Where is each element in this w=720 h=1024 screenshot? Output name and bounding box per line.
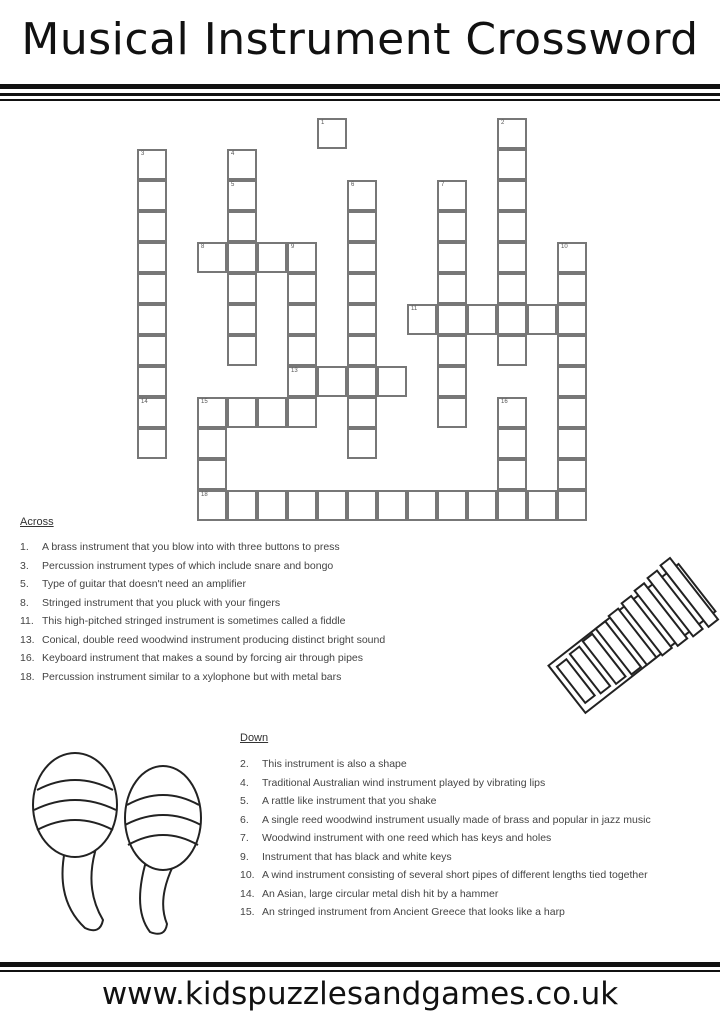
- down-clue: [240, 885, 710, 904]
- crossword-cell[interactable]: [287, 242, 317, 273]
- clue-text: Instrument that has black and white keys: [262, 850, 452, 863]
- crossword-cell[interactable]: [227, 273, 257, 304]
- crossword-cell[interactable]: [317, 366, 347, 397]
- page-title: Musical Instrument Crossword: [21, 14, 699, 65]
- clue-number: 7: [441, 182, 445, 188]
- clue-number: 3.: [20, 559, 29, 572]
- crossword-cell[interactable]: [137, 397, 167, 428]
- clue-text: Type of guitar that doesn't need an amplifier: [42, 578, 246, 590]
- crossword-cell[interactable]: [497, 242, 527, 273]
- crossword-cell[interactable]: [137, 273, 167, 304]
- across-clue: [20, 612, 520, 631]
- clue-text: Keyboard instrument that makes a sound by forcing air through pipes: [42, 652, 364, 664]
- crossword-cell[interactable]: [557, 490, 587, 521]
- clue-text: Woodwind instrument with one reed which has keys and holes: [262, 832, 552, 844]
- clue-number: 9.: [240, 850, 249, 863]
- crossword-cell[interactable]: [317, 118, 347, 149]
- clue-number: 10.: [240, 869, 255, 881]
- crossword-cell[interactable]: [497, 490, 527, 521]
- crossword-cell[interactable]: [497, 428, 527, 459]
- clue-number: 1: [321, 120, 325, 126]
- crossword-cell[interactable]: [347, 366, 377, 397]
- crossword-cell[interactable]: [227, 180, 257, 211]
- crossword-cell[interactable]: [197, 490, 227, 521]
- clue-number: 3: [141, 151, 145, 157]
- crossword-cell[interactable]: [497, 180, 527, 211]
- crossword-cell[interactable]: [377, 490, 407, 521]
- crossword-cell[interactable]: [347, 304, 377, 335]
- across-clues: [20, 538, 520, 686]
- clue-number: 15.: [240, 906, 255, 918]
- crossword-cell[interactable]: [347, 180, 377, 211]
- clue-text: An stringed instrument from Ancient Greece that looks like a harp: [262, 906, 565, 918]
- crossword-cell[interactable]: [497, 149, 527, 180]
- crossword-cell[interactable]: [437, 335, 467, 366]
- crossword-cell[interactable]: [407, 490, 437, 521]
- crossword-cell[interactable]: [347, 428, 377, 459]
- crossword-cell[interactable]: [347, 211, 377, 242]
- clue-number: 11.: [20, 615, 34, 627]
- crossword-cell[interactable]: [467, 490, 497, 521]
- clue-text: Percussion instrument types of which include snare and bongo: [42, 559, 334, 572]
- crossword-cell[interactable]: [497, 211, 527, 242]
- across-clue: [20, 649, 520, 668]
- crossword-cell[interactable]: [347, 273, 377, 304]
- crossword-cell[interactable]: [287, 335, 317, 366]
- clue-number: 10: [561, 244, 568, 250]
- crossword-cell[interactable]: [437, 490, 467, 521]
- clue-number: 13: [291, 368, 298, 374]
- across-clue: [20, 557, 520, 576]
- crossword-cell[interactable]: [137, 335, 167, 366]
- crossword-cell[interactable]: [227, 490, 257, 521]
- crossword-cell[interactable]: [197, 242, 227, 273]
- crossword-cell[interactable]: [527, 304, 557, 335]
- crossword-cell[interactable]: [287, 366, 317, 397]
- clue-number: 6.: [240, 813, 249, 826]
- crossword-cell[interactable]: [227, 304, 257, 335]
- crossword-cell[interactable]: [437, 211, 467, 242]
- crossword-cell[interactable]: [557, 428, 587, 459]
- crossword-cell[interactable]: [197, 397, 227, 428]
- crossword-cell[interactable]: [347, 490, 377, 521]
- across-heading: Across: [20, 516, 54, 528]
- divider: [0, 99, 720, 101]
- crossword-cell[interactable]: [227, 211, 257, 242]
- down-clue: [240, 829, 710, 848]
- crossword-cell[interactable]: [437, 180, 467, 211]
- crossword-cell[interactable]: [137, 366, 167, 397]
- down-clue: [240, 811, 710, 830]
- down-clues: [240, 755, 710, 922]
- crossword-cell[interactable]: [527, 490, 557, 521]
- clue-number: 5.: [20, 578, 29, 590]
- crossword-cell[interactable]: [227, 242, 257, 273]
- clue-number: 2.: [240, 758, 249, 770]
- crossword-cell[interactable]: [437, 242, 467, 273]
- crossword-cell[interactable]: [437, 397, 467, 428]
- crossword-cell[interactable]: [437, 304, 467, 335]
- clue-text: This high-pitched stringed instrument is sometimes called a fiddle: [42, 615, 346, 627]
- crossword-cell[interactable]: [347, 397, 377, 428]
- across-clue: [20, 594, 520, 613]
- clue-number: 18.: [20, 670, 35, 683]
- clue-number: 14.: [240, 887, 255, 900]
- clue-number: 9: [291, 244, 295, 250]
- maracas-image: [15, 750, 215, 940]
- crossword-cell[interactable]: [197, 459, 227, 490]
- clue-number: 15: [201, 399, 208, 405]
- crossword-cell[interactable]: [557, 397, 587, 428]
- down-clue: [240, 774, 710, 793]
- clue-number: 4.: [240, 776, 249, 789]
- across-clue: [20, 668, 520, 687]
- crossword-cell[interactable]: [557, 335, 587, 366]
- website-url: www.kidspuzzlesandgames.co.uk: [101, 976, 619, 1012]
- clue-number: 16: [501, 399, 508, 405]
- crossword-cell[interactable]: [287, 397, 317, 428]
- down-heading: Down: [240, 732, 269, 744]
- crossword-cell[interactable]: [557, 366, 587, 397]
- crossword-cell[interactable]: [497, 273, 527, 304]
- clue-number: 13.: [20, 633, 35, 646]
- crossword-cell[interactable]: [137, 211, 167, 242]
- clue-number: 4: [231, 151, 235, 157]
- clue-text: An Asian, large circular metal dish hit by a hammer: [262, 887, 499, 900]
- clue-number: 7.: [240, 832, 249, 844]
- crossword-cell[interactable]: [437, 273, 467, 304]
- crossword-cell[interactable]: [287, 490, 317, 521]
- clue-number: 14: [141, 399, 148, 405]
- down-clue: [240, 848, 710, 867]
- crossword-cell[interactable]: [557, 273, 587, 304]
- crossword-cell[interactable]: [497, 118, 527, 149]
- crossword-cell[interactable]: [257, 397, 287, 428]
- clue-text: Percussion instrument similar to a xylophone but with metal bars: [42, 670, 342, 683]
- crossword-cell[interactable]: [137, 428, 167, 459]
- down-clue: [240, 903, 710, 922]
- crossword-cell[interactable]: [317, 490, 347, 521]
- clue-number: 16.: [20, 652, 35, 664]
- clue-number: 8: [201, 244, 205, 250]
- clue-number: 2: [501, 120, 505, 126]
- crossword-cell[interactable]: [257, 242, 287, 273]
- across-clue: [20, 538, 520, 557]
- crossword-cell[interactable]: [437, 366, 467, 397]
- clue-number: 1.: [20, 541, 29, 553]
- crossword-cell[interactable]: [347, 335, 377, 366]
- divider: [0, 84, 720, 89]
- crossword-cell[interactable]: [497, 459, 527, 490]
- crossword-cell[interactable]: [557, 304, 587, 335]
- down-clue: [240, 866, 710, 885]
- clue-number: 5: [231, 182, 235, 188]
- divider: [0, 962, 720, 967]
- crossword-cell[interactable]: [467, 304, 497, 335]
- crossword-cell[interactable]: [497, 304, 527, 335]
- crossword-cell[interactable]: [137, 149, 167, 180]
- down-clue: [240, 792, 710, 811]
- crossword-cell[interactable]: [227, 149, 257, 180]
- clue-text: A rattle like instrument that you shake: [262, 795, 437, 807]
- crossword-cell[interactable]: [137, 180, 167, 211]
- crossword-cell[interactable]: [557, 459, 587, 490]
- across-clue: [20, 631, 520, 650]
- xylophone-image: [540, 550, 720, 730]
- crossword-cell[interactable]: [137, 242, 167, 273]
- clue-number: 18: [201, 492, 208, 498]
- clue-text: A single reed woodwind instrument usually made of brass and popular in jazz music: [262, 813, 651, 826]
- clue-text: Stringed instrument that you pluck with your fingers: [42, 596, 281, 609]
- clue-number: 11: [411, 306, 418, 312]
- clue-text: Traditional Australian wind instrument played by vibrating lips: [262, 776, 546, 789]
- divider: [0, 93, 720, 96]
- crossword-cell[interactable]: [407, 304, 437, 335]
- clue-number: 6: [351, 182, 355, 188]
- clue-text: This instrument is also a shape: [262, 758, 407, 770]
- clue-number: 5.: [240, 795, 249, 807]
- down-clue: [240, 755, 710, 774]
- crossword-cell[interactable]: [257, 490, 287, 521]
- crossword-cell[interactable]: [377, 366, 407, 397]
- crossword-cell[interactable]: [197, 428, 227, 459]
- crossword-cell[interactable]: [557, 242, 587, 273]
- across-clue: [20, 575, 520, 594]
- crossword-cell[interactable]: [227, 335, 257, 366]
- clue-text: A wind instrument consisting of several short pipes of different lengths tied together: [262, 869, 648, 881]
- crossword-cell[interactable]: [497, 335, 527, 366]
- crossword-cell[interactable]: [137, 304, 167, 335]
- crossword-cell[interactable]: [497, 397, 527, 428]
- crossword-cell[interactable]: [287, 304, 317, 335]
- crossword-cell[interactable]: [287, 273, 317, 304]
- crossword-cell[interactable]: [347, 242, 377, 273]
- clue-text: Conical, double reed woodwind instrument producing distinct bright sound: [42, 633, 386, 646]
- clue-number: 8.: [20, 596, 29, 609]
- clue-text: A brass instrument that you blow into with three buttons to press: [42, 541, 340, 553]
- divider: [0, 970, 720, 972]
- crossword-cell[interactable]: [227, 397, 257, 428]
